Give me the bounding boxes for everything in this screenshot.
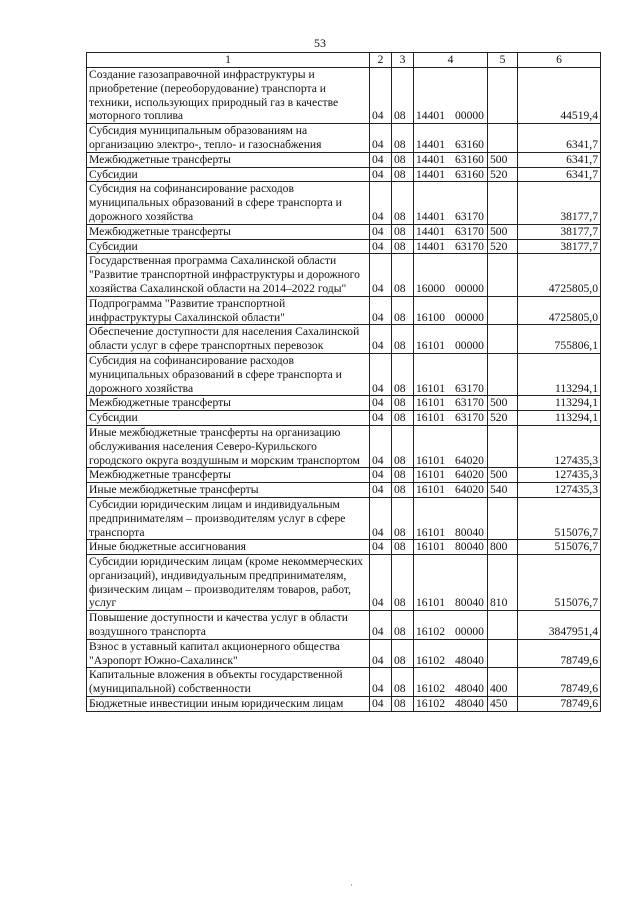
subsection-code-cell: 08 xyxy=(392,639,414,668)
row-name-cell: Субсидии xyxy=(87,411,370,426)
subsection-code-cell: 08 xyxy=(392,483,414,498)
table-row xyxy=(87,239,601,254)
target-article-cell xyxy=(414,296,488,325)
target-article-code-part1: 16101 xyxy=(416,381,445,395)
amount-cell: 78749,6 xyxy=(518,668,601,697)
section-code-cell: 04 xyxy=(370,254,392,296)
table-row xyxy=(87,167,601,182)
target-article-cell xyxy=(414,152,488,167)
subsection-code-cell: 08 xyxy=(392,239,414,254)
table-row xyxy=(87,468,601,483)
subsection-code-cell: 08 xyxy=(392,540,414,555)
section-code-cell: 04 xyxy=(370,611,392,640)
section-code-cell: 04 xyxy=(370,152,392,167)
expense-type-cell xyxy=(488,611,518,640)
target-article-cell xyxy=(414,167,488,182)
row-name-cell: Межбюджетные трансферты xyxy=(87,396,370,411)
table-row xyxy=(87,224,601,239)
row-name-cell: Повышение доступности и качества услуг в области воздушного транспорта xyxy=(87,611,370,640)
subsection-code-cell: 08 xyxy=(392,182,414,224)
target-article-code-part1: 16000 xyxy=(416,281,445,295)
row-name-cell: Государственная программа Сахалинской области "Развитие транспортной инфраструктуры и дорожного хозяйства Сахалинской области на 2014–2022 годы" xyxy=(87,254,370,296)
target-article-code-part2: 63160 xyxy=(454,152,484,166)
section-code-cell: 04 xyxy=(370,353,392,395)
target-article-code-part1: 16100 xyxy=(416,310,445,324)
expense-type-cell: 800 xyxy=(488,540,518,555)
target-article-code-part2: 00000 xyxy=(454,281,484,295)
subsection-code-cell: 08 xyxy=(392,68,414,124)
row-name-cell: Бюджетные инвестиции иным юридическим лицам xyxy=(87,697,370,712)
amount-cell: 113294,1 xyxy=(518,353,601,395)
target-article-cell xyxy=(414,611,488,640)
table-row xyxy=(87,540,601,555)
row-name-cell: Создание газозаправочной инфраструктуры и приобретение (переоборудование) транспорта и техники, использующих природный газ в качестве моторного топлива xyxy=(87,68,370,124)
row-name-cell: Субсидии xyxy=(87,239,370,254)
target-article-code-part2: 64020 xyxy=(454,468,484,482)
target-article-code-part2: 64020 xyxy=(454,483,484,497)
row-name-cell: Межбюджетные трансферты xyxy=(87,224,370,239)
amount-cell: 515076,7 xyxy=(518,555,601,611)
target-article-code-part1: 16101 xyxy=(416,483,445,497)
target-article-cell xyxy=(414,497,488,539)
amount-cell: 3847951,4 xyxy=(518,611,601,640)
target-article-code-part1: 16101 xyxy=(416,396,445,410)
amount-cell: 6341,7 xyxy=(518,152,601,167)
section-code-cell: 04 xyxy=(370,182,392,224)
row-name-cell: Иные бюджетные ассигнования xyxy=(87,540,370,555)
target-article-code-part2: 63160 xyxy=(454,167,484,181)
amount-cell: 4725805,0 xyxy=(518,254,601,296)
amount-cell: 38177,7 xyxy=(518,239,601,254)
section-code-cell: 04 xyxy=(370,239,392,254)
subsection-code-cell: 08 xyxy=(392,396,414,411)
target-article-code-part1: 16102 xyxy=(416,697,445,711)
section-code-cell: 04 xyxy=(370,697,392,712)
header-cell: 5 xyxy=(488,53,518,68)
target-article-code-part2: 63170 xyxy=(454,209,484,223)
target-article-code-part1: 14401 xyxy=(416,167,445,181)
row-name-cell: Иные межбюджетные трансферты xyxy=(87,483,370,498)
subsection-code-cell: 08 xyxy=(392,425,414,467)
expense-type-cell: 500 xyxy=(488,152,518,167)
amount-cell: 78749,6 xyxy=(518,639,601,668)
subsection-code-cell: 08 xyxy=(392,254,414,296)
section-code-cell: 04 xyxy=(370,224,392,239)
target-article-code-part2: 48040 xyxy=(454,682,484,696)
target-article-code-part1: 16101 xyxy=(416,411,445,425)
expense-type-cell xyxy=(488,296,518,325)
target-article-code-part2: 63160 xyxy=(454,137,484,151)
row-name-cell: Обеспечение доступности для населения Сахалинской области услуг в сфере транспортных перевозок xyxy=(87,325,370,354)
row-name-cell: Межбюджетные трансферты xyxy=(87,468,370,483)
expense-type-cell: 520 xyxy=(488,167,518,182)
target-article-code-part2: 63170 xyxy=(454,411,484,425)
target-article-code-part2: 80040 xyxy=(454,525,484,539)
target-article-cell xyxy=(414,540,488,555)
target-article-code-part1: 16101 xyxy=(416,453,445,467)
table-row xyxy=(87,697,601,712)
target-article-code-part1: 16102 xyxy=(416,625,445,639)
row-name-cell: Субсидия на софинансирование расходов муниципальных образований в сфере транспорта и дорожного хозяйства xyxy=(87,353,370,395)
section-code-cell: 04 xyxy=(370,555,392,611)
header-cell: 1 xyxy=(87,53,370,68)
subsection-code-cell: 08 xyxy=(392,325,414,354)
section-code-cell: 04 xyxy=(370,68,392,124)
target-article-code-part2: 80040 xyxy=(454,540,484,554)
row-name-cell: Субсидии xyxy=(87,167,370,182)
expense-type-cell xyxy=(488,353,518,395)
target-article-code-part2: 48040 xyxy=(454,697,484,711)
subsection-code-cell: 08 xyxy=(392,411,414,426)
target-article-cell xyxy=(414,182,488,224)
target-article-code-part2: 00000 xyxy=(454,339,484,353)
amount-cell: 515076,7 xyxy=(518,540,601,555)
expense-type-cell: 540 xyxy=(488,483,518,498)
row-name-cell: Межбюджетные трансферты xyxy=(87,152,370,167)
table-row xyxy=(87,124,601,153)
section-code-cell: 04 xyxy=(370,540,392,555)
expense-type-cell: 810 xyxy=(488,555,518,611)
target-article-code-part1: 16102 xyxy=(416,682,445,696)
target-article-code-part1: 14401 xyxy=(416,224,445,238)
header-cell: 6 xyxy=(518,53,601,68)
table-row xyxy=(87,353,601,395)
table-row xyxy=(87,325,601,354)
subsection-code-cell: 08 xyxy=(392,224,414,239)
subsection-code-cell: 08 xyxy=(392,497,414,539)
target-article-code-part1: 14401 xyxy=(416,209,445,223)
target-article-cell xyxy=(414,555,488,611)
amount-cell: 38177,7 xyxy=(518,224,601,239)
expense-type-cell xyxy=(488,124,518,153)
target-article-code-part2: 80040 xyxy=(454,596,484,610)
header-cell: 4 xyxy=(414,53,488,68)
page-number: 53 xyxy=(314,36,326,50)
table-row xyxy=(87,182,601,224)
amount-cell: 113294,1 xyxy=(518,411,601,426)
row-name-cell: Субсидии юридическим лицам и индивидуальным предпринимателям – производителям услуг в сфере транспорта xyxy=(87,497,370,539)
expense-type-cell xyxy=(488,254,518,296)
subsection-code-cell: 08 xyxy=(392,697,414,712)
table-row xyxy=(87,411,601,426)
table-row xyxy=(87,639,601,668)
section-code-cell: 04 xyxy=(370,411,392,426)
target-article-cell xyxy=(414,239,488,254)
section-code-cell: 04 xyxy=(370,483,392,498)
amount-cell: 127435,3 xyxy=(518,483,601,498)
table-row xyxy=(87,68,601,124)
expense-type-cell xyxy=(488,325,518,354)
section-code-cell: 04 xyxy=(370,639,392,668)
amount-cell: 78749,6 xyxy=(518,697,601,712)
target-article-code-part2: 00000 xyxy=(454,109,484,123)
target-article-cell xyxy=(414,639,488,668)
target-article-code-part2: 63170 xyxy=(454,381,484,395)
target-article-code-part1: 16101 xyxy=(416,540,445,554)
subsection-code-cell: 08 xyxy=(392,611,414,640)
target-article-cell xyxy=(414,697,488,712)
expense-type-cell: 500 xyxy=(488,396,518,411)
subsection-code-cell: 08 xyxy=(392,353,414,395)
target-article-code-part1: 14401 xyxy=(416,109,445,123)
row-name-cell: Подпрограмма "Развитие транспортной инфраструктуры Сахалинской области" xyxy=(87,296,370,325)
expense-type-cell xyxy=(488,639,518,668)
amount-cell: 6341,7 xyxy=(518,124,601,153)
target-article-code-part1: 16102 xyxy=(416,653,445,667)
table-row xyxy=(87,668,601,697)
target-article-code-part1: 16101 xyxy=(416,339,445,353)
target-article-cell xyxy=(414,224,488,239)
expense-type-cell: 520 xyxy=(488,411,518,426)
row-name-cell: Иные межбюджетные трансферты на организацию обслуживания населения Северо-Курильского городского округа воздушным и морским транспортом xyxy=(87,425,370,467)
amount-cell: 515076,7 xyxy=(518,497,601,539)
subsection-code-cell: 08 xyxy=(392,555,414,611)
section-code-cell: 04 xyxy=(370,425,392,467)
header-row xyxy=(87,53,601,68)
target-article-cell xyxy=(414,411,488,426)
target-article-code-part2: 48040 xyxy=(454,653,484,667)
target-article-code-part1: 14401 xyxy=(416,137,445,151)
table-row xyxy=(87,555,601,611)
expense-type-cell: 500 xyxy=(488,468,518,483)
table-row xyxy=(87,483,601,498)
section-code-cell: 04 xyxy=(370,468,392,483)
amount-cell: 44519,4 xyxy=(518,68,601,124)
expense-type-cell xyxy=(488,68,518,124)
table-row xyxy=(87,296,601,325)
target-article-cell xyxy=(414,396,488,411)
amount-cell: 755806,1 xyxy=(518,325,601,354)
row-name-cell: Субсидия муниципальным образованиям на организацию электро-, тепло- и газоснабжения xyxy=(87,124,370,153)
expense-type-cell xyxy=(488,182,518,224)
expense-type-cell xyxy=(488,497,518,539)
table-row xyxy=(87,497,601,539)
row-name-cell: Взнос в уставный капитал акционерного общества "Аэропорт Южно-Сахалинск" xyxy=(87,639,370,668)
target-article-cell xyxy=(414,668,488,697)
row-name-cell: Субсидии юридическим лицам (кроме некоммерческих организаций), индивидуальным предпринимателям, физическим лицам – производителям товаров, работ, услуг xyxy=(87,555,370,611)
table-row xyxy=(87,396,601,411)
section-code-cell: 04 xyxy=(370,325,392,354)
target-article-code-part1: 14401 xyxy=(416,239,445,253)
target-article-cell xyxy=(414,353,488,395)
target-article-cell xyxy=(414,425,488,467)
section-code-cell: 04 xyxy=(370,396,392,411)
subsection-code-cell: 08 xyxy=(392,668,414,697)
target-article-code-part2: 00000 xyxy=(454,625,484,639)
target-article-code-part1: 14401 xyxy=(416,152,445,166)
expense-type-cell: 520 xyxy=(488,239,518,254)
amount-cell: 127435,3 xyxy=(518,425,601,467)
target-article-cell xyxy=(414,124,488,153)
amount-cell: 4725805,0 xyxy=(518,296,601,325)
subsection-code-cell: 08 xyxy=(392,468,414,483)
target-article-code-part2: 00000 xyxy=(454,310,484,324)
section-code-cell: 04 xyxy=(370,124,392,153)
table-row xyxy=(87,152,601,167)
target-article-cell xyxy=(414,468,488,483)
target-article-cell xyxy=(414,325,488,354)
budget-table xyxy=(86,52,601,712)
target-article-cell xyxy=(414,483,488,498)
row-name-cell: Субсидия на софинансирование расходов муниципальных образований в сфере транспорта и дорожного хозяйства xyxy=(87,182,370,224)
target-article-cell xyxy=(414,254,488,296)
section-code-cell: 04 xyxy=(370,296,392,325)
expense-type-cell xyxy=(488,425,518,467)
table-row xyxy=(87,254,601,296)
subsection-code-cell: 08 xyxy=(392,296,414,325)
expense-type-cell: 400 xyxy=(488,668,518,697)
expense-type-cell: 500 xyxy=(488,224,518,239)
row-name-cell: Капитальные вложения в объекты государственной (муниципальной) собственности xyxy=(87,668,370,697)
target-article-code-part2: 63170 xyxy=(454,224,484,238)
amount-cell: 6341,7 xyxy=(518,167,601,182)
target-article-code-part2: 63170 xyxy=(454,239,484,253)
target-article-code-part2: 63170 xyxy=(454,396,484,410)
target-article-code-part2: 64020 xyxy=(454,453,484,467)
subsection-code-cell: 08 xyxy=(392,152,414,167)
target-article-code-part1: 16101 xyxy=(416,596,445,610)
target-article-code-part1: 16101 xyxy=(416,468,445,482)
scan-speck: · xyxy=(350,880,353,890)
amount-cell: 113294,1 xyxy=(518,396,601,411)
target-article-code-part1: 16101 xyxy=(416,525,445,539)
section-code-cell: 04 xyxy=(370,167,392,182)
table-row xyxy=(87,611,601,640)
section-code-cell: 04 xyxy=(370,497,392,539)
expense-type-cell: 450 xyxy=(488,697,518,712)
amount-cell: 38177,7 xyxy=(518,182,601,224)
section-code-cell: 04 xyxy=(370,668,392,697)
header-cell: 2 xyxy=(370,53,392,68)
target-article-cell xyxy=(414,68,488,124)
header-cell: 3 xyxy=(392,53,414,68)
table-row xyxy=(87,425,601,467)
amount-cell: 127435,3 xyxy=(518,468,601,483)
subsection-code-cell: 08 xyxy=(392,124,414,153)
subsection-code-cell: 08 xyxy=(392,167,414,182)
